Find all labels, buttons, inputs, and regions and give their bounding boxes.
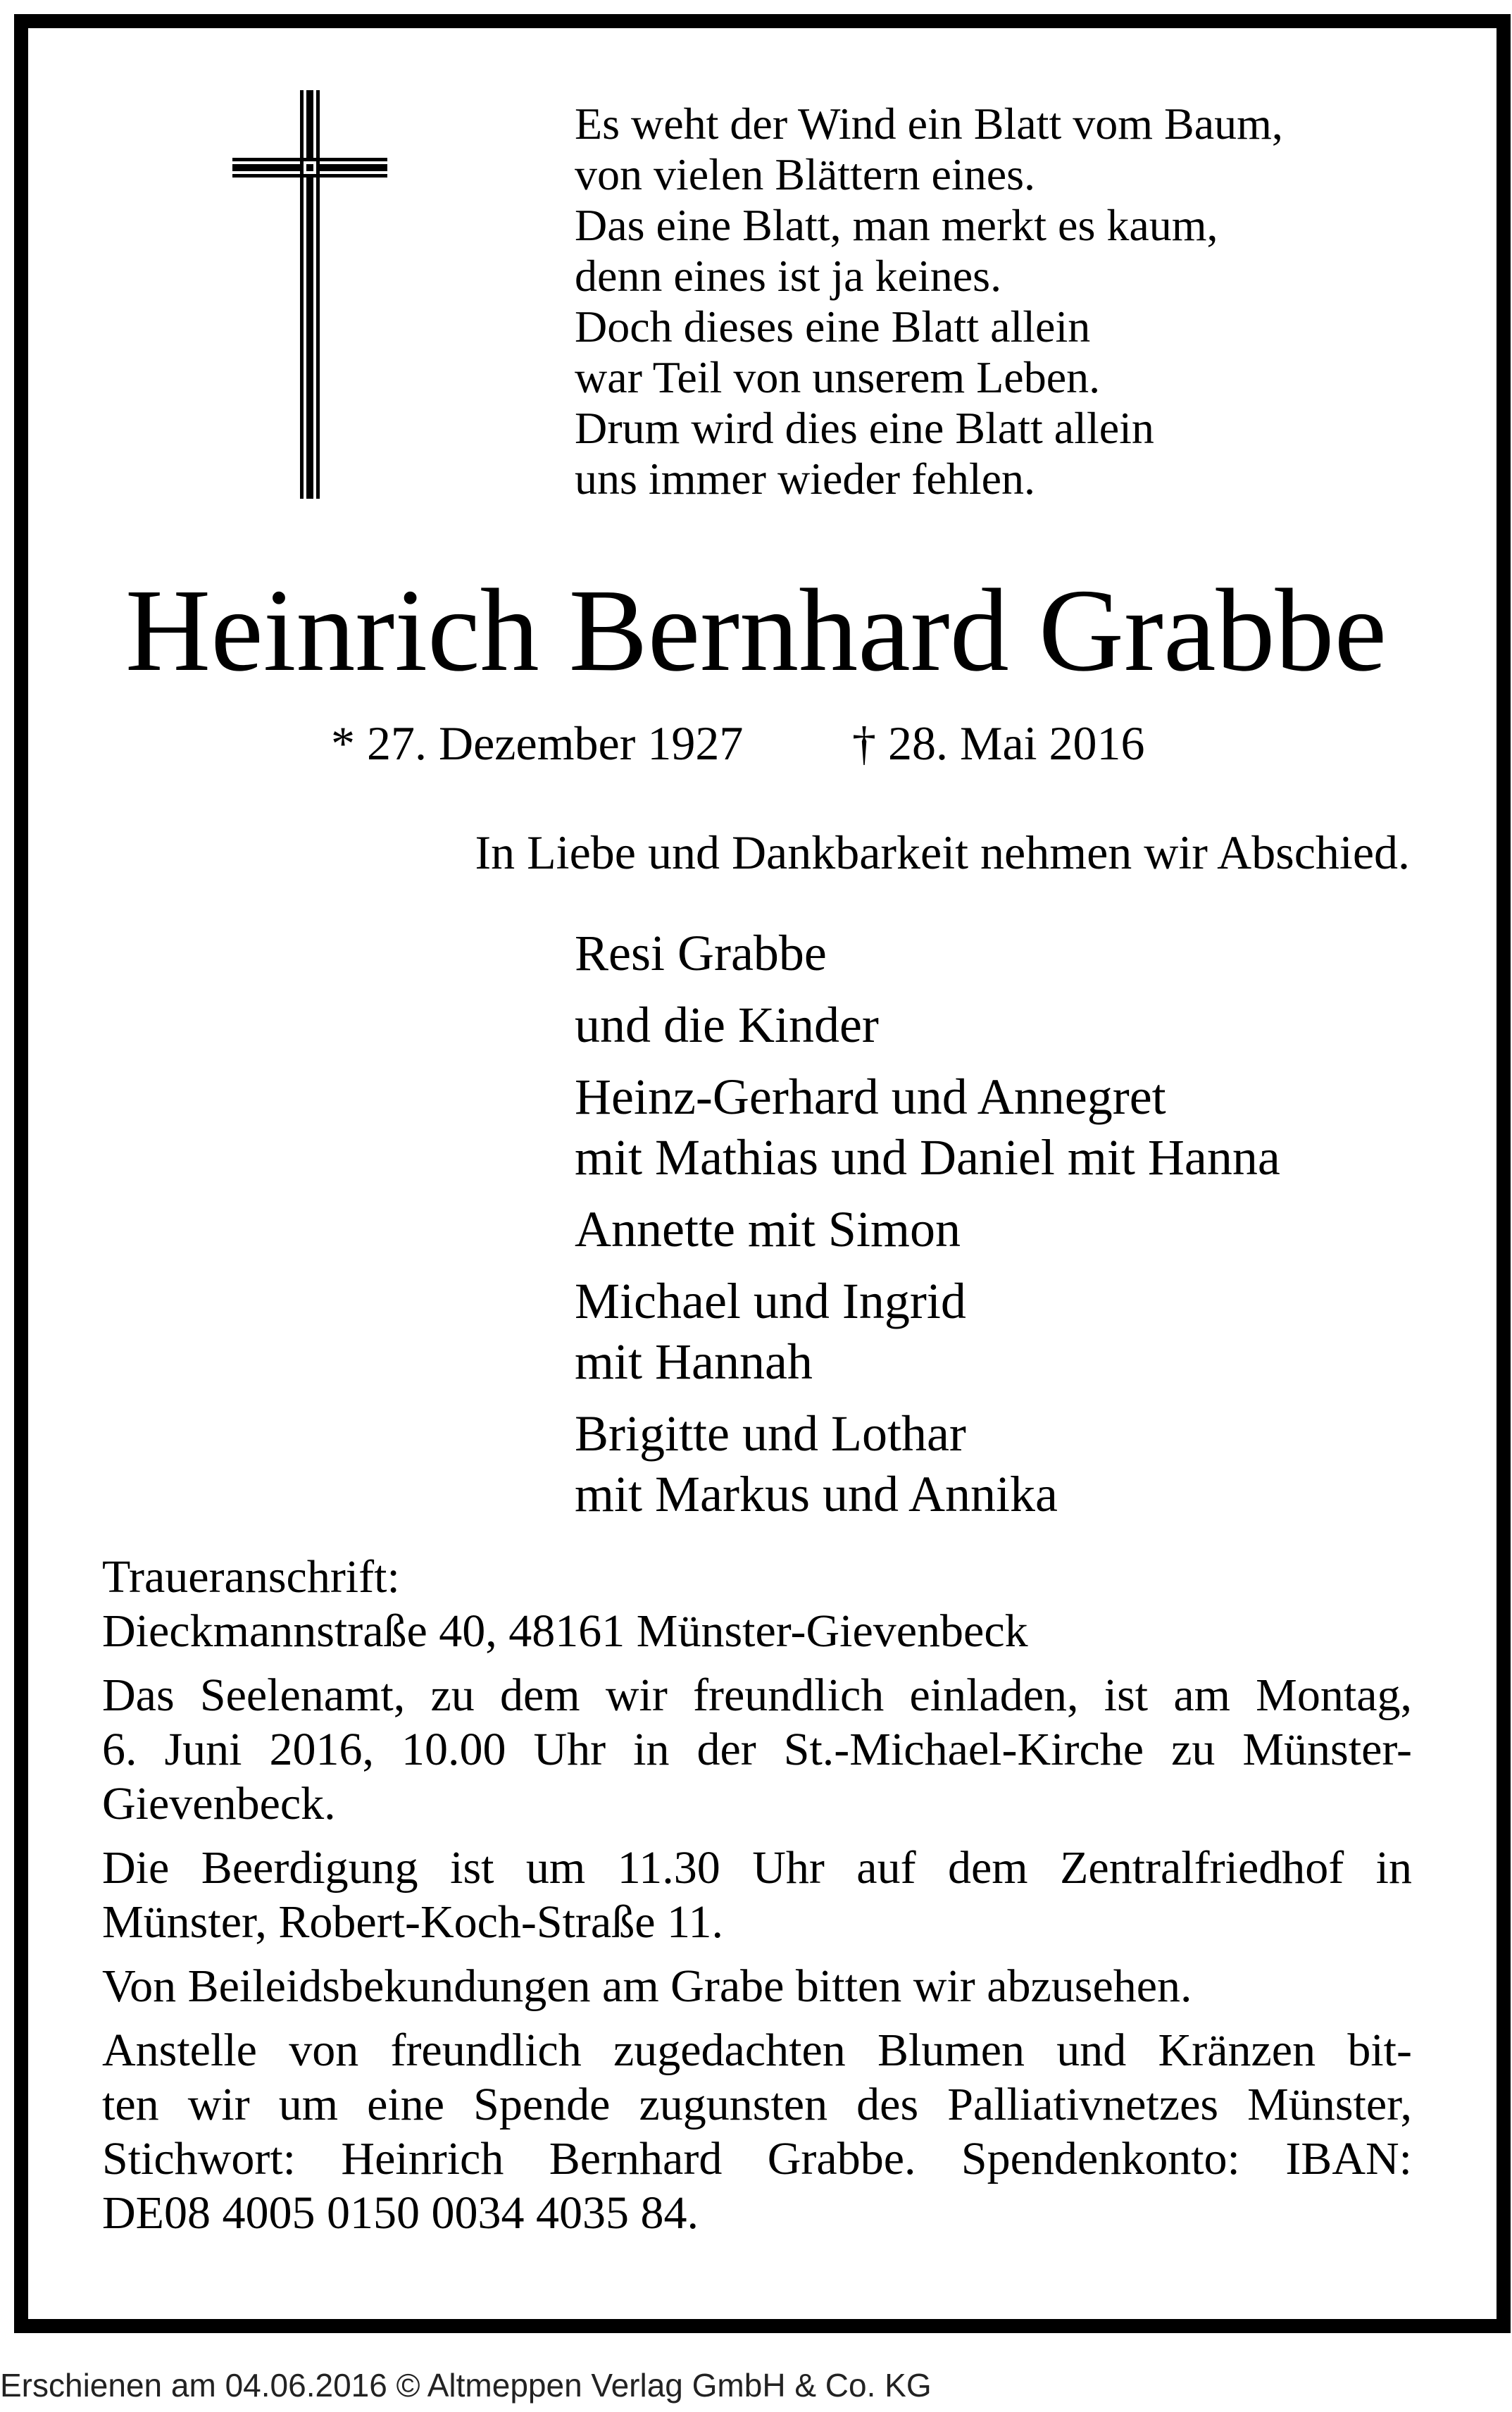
- text-line: Das Seelenamt, zu dem wir freundlich einladen, ist am Montag,: [102, 1670, 1412, 1721]
- address-label: Traueranschrift:: [102, 1551, 400, 1603]
- mourner-group: [575, 923, 1280, 983]
- poem-line: war Teil von unserem Leben.: [575, 352, 1101, 402]
- notice-details: [102, 1550, 1412, 2250]
- text-line: Die Beerdigung ist um 11.30 Uhr auf dem Zentralfriedhof in: [102, 1842, 1412, 1894]
- mourner-line: und die Kinder: [575, 997, 879, 1053]
- mourner-line: Michael und Ingrid: [575, 1273, 966, 1329]
- text-line: Von Beileidsbekundungen am Grabe bitten wir abzusehen.: [102, 1960, 1192, 2012]
- birth-date: * 27. Dezember 1927: [331, 716, 744, 770]
- text-line: ten wir um eine Spende zugunsten des Palliativnetzes Münster,: [102, 2079, 1412, 2130]
- mass-paragraph: [102, 1668, 1412, 1831]
- poem-line: Drum wird dies eine Blatt allein: [575, 403, 1154, 453]
- donation-paragraph: [102, 2023, 1412, 2240]
- deceased-name: Heinrich Bernhard Grabbe: [125, 565, 1387, 696]
- mourner-line: Resi Grabbe: [575, 925, 827, 981]
- mourner-group: [575, 1067, 1280, 1188]
- mourner-line: mit Markus und Annika: [575, 1466, 1058, 1522]
- poem-line: von vielen Blättern eines.: [575, 149, 1036, 199]
- poem-line: Doch dieses eine Blatt allein: [575, 302, 1091, 352]
- publication-footer: Erschienen am 04.06.2016 © Altmeppen Verlag GmbH & Co. KG: [0, 2367, 932, 2404]
- text-line: Anstelle von freundlich zugedachten Blumen und Kränzen bit-: [102, 2025, 1412, 2076]
- poem-line: Es weht der Wind ein Blatt vom Baum,: [575, 99, 1283, 149]
- mourner-group: [575, 1199, 1280, 1260]
- mourner-group: [575, 1403, 1280, 1524]
- text-line: 6. Juni 2016, 10.00 Uhr in der St.-Michael-Kirche zu Münster-: [102, 1724, 1412, 1775]
- farewell-text: In Liebe und Dankbarkeit nehmen wir Abschied.: [475, 826, 1410, 879]
- text-line: Münster, Robert-Koch-Straße 11.: [102, 1896, 724, 1948]
- mourner-line: Brigitte und Lothar: [575, 1405, 966, 1462]
- poem: [575, 99, 1283, 504]
- mourning-address: [102, 1550, 1412, 1658]
- poem-line: denn eines ist ja keines.: [575, 251, 1002, 301]
- mourner-line: mit Hannah: [575, 1334, 813, 1390]
- condolences-paragraph: [102, 1959, 1412, 2013]
- text-line: Gievenbeck.: [102, 1778, 336, 1829]
- mourner-group: [575, 995, 1280, 1055]
- death-date: † 28. Mai 2016: [852, 716, 1145, 770]
- life-dates: [331, 715, 1145, 771]
- mourners-list: [575, 923, 1280, 1536]
- mourner-group: [575, 1271, 1280, 1392]
- address-value: Dieckmannstraße 40, 48161 Münster-Gievenbeck: [102, 1605, 1028, 1657]
- mourner-line: mit Mathias und Daniel mit Hanna: [575, 1129, 1280, 1186]
- text-line: Stichwort: Heinrich Bernhard Grabbe. Spendenkonto: IBAN:: [102, 2133, 1412, 2184]
- cross-icon: [232, 90, 387, 499]
- burial-paragraph: [102, 1841, 1412, 1949]
- mourner-line: Heinz-Gerhard und Annegret: [575, 1069, 1166, 1125]
- mourner-line: Annette mit Simon: [575, 1201, 961, 1257]
- poem-line: uns immer wieder fehlen.: [575, 454, 1035, 504]
- text-line: DE08 4005 0150 0034 4035 84.: [102, 2187, 699, 2239]
- poem-line: Das eine Blatt, man merkt es kaum,: [575, 200, 1218, 250]
